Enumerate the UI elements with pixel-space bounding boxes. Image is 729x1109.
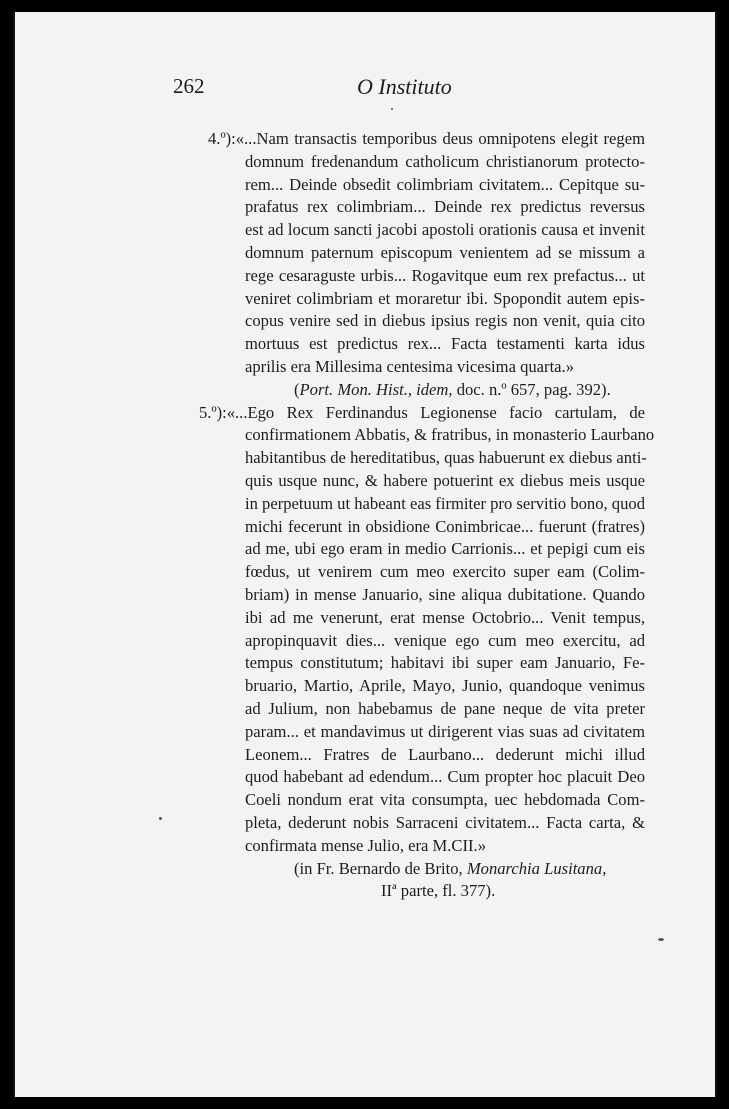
text-line: bruario, Martio, Aprile, Mayo, Junio, quandoque venimus — [245, 676, 645, 696]
item-number: 5.º): — [199, 402, 227, 422]
text-line: fœdus, ut venirem cum meo exercito super eam (Colim- — [245, 562, 645, 582]
text-line: confirmata mense Julio, era M.CII.» — [245, 835, 486, 855]
text-line: Leonem... Fratres de Laurbano... dederunt michi illud — [245, 744, 645, 764]
text-line: 5.º):«...Ego Rex Ferdinandus Legionense facio cartulam, de — [208, 402, 645, 425]
text-line: ibi ad me venerunt, erat mense Octobrio... Venit tempus, — [245, 607, 645, 627]
text-line: 4.º):«...Nam transactis temporibus deus omnipotens elegit regem — [208, 128, 645, 151]
text-line: domnum paternum episcopum venientem ad se missum a — [245, 242, 645, 262]
citation-continued: IIª parte, fl. 377). — [381, 881, 496, 901]
text-line: in perpetuum ut habeant eas firmiter pro servitio bono, quod — [245, 493, 645, 513]
text-line: rege cesaraguste urbis... Rogavitque eum rex prefactus... ut — [245, 265, 645, 285]
page — [13, 12, 717, 1097]
text-line: prafatus rex colimbriam... Deinde rex predictus reversus — [245, 197, 645, 217]
page-number: 262 — [173, 74, 205, 98]
text-line: rem... Deinde obsedit colimbriam civitatem... Cepitque su- — [245, 174, 645, 194]
text-line: quis usque nunc, & habere potuerint ex diebus meis usque — [245, 470, 645, 490]
text-line: habitantibus de hereditatibus, quas habuerunt ex diebus anti- — [245, 448, 647, 468]
text-line: briam) in mense Januario, sine aliqua dubitatione. Quando — [245, 584, 645, 604]
text-line: copus venire sed in diebus ipsius regis non venit, quia cito — [245, 311, 645, 331]
text-line: mortuus est predictus rex... Facta testamenti karta idus — [245, 334, 645, 354]
text-line: michi fecerunt in obsidione Conimbricae... fuerunt (fratres) — [245, 516, 645, 536]
text-line: quod habebant ad edendum... Cum propter hoc placuit Deo — [245, 767, 645, 787]
item-number: 4.º): — [208, 129, 236, 148]
text-line: confirmationem Abbatis, & fratribus, in monasterio Laurbano — [245, 425, 655, 445]
page-header — [15, 74, 715, 108]
text-line: param... et mandavimus ut dirigerent vias suas ad civitatem — [245, 721, 645, 741]
text-line: aprilis era Millesima centesima vicesima quarta.» — [245, 356, 574, 376]
text-line: domnum fredenandum catholicum christianorum protecto- — [245, 151, 645, 171]
body-text — [199, 128, 655, 903]
text-line: est ad locum sancti jacobi apostoli orationis causa et invenit — [245, 220, 645, 240]
text-line: veniret colimbriam et moraretur ibi. Spopondit autem epis- — [245, 288, 645, 308]
section-5 — [199, 402, 655, 904]
text-line: ad me, ubi ego eram in medio Carrionis... et pepigi cum eis — [245, 539, 645, 559]
text-line: apropinquavit dies... venique ego cum meo exercitu, ad — [245, 630, 645, 650]
citation: (in Fr. Bernardo de Brito, Monarchia Lusitana, — [294, 858, 607, 878]
text-line: pleta, dederunt nobis Sarraceni civitatem... Facta carta, & — [245, 812, 645, 832]
text-line: Coeli nondum erat vita consumpta, uec hebdomada Com- — [245, 790, 645, 810]
running-title: O Instituto — [357, 74, 452, 99]
section-4 — [208, 128, 645, 402]
print-speck — [658, 938, 664, 941]
print-speck — [159, 817, 162, 820]
citation: (Port. Mon. Hist., idem, doc. n.º 657, pag. 392). — [294, 379, 611, 399]
text-line: ad Julium, non habebamus de pane neque de vita preter — [245, 698, 645, 718]
print-speck — [391, 108, 393, 110]
text-line: tempus constitutum; habitavi ibi super eam Januario, Fe- — [245, 653, 645, 673]
